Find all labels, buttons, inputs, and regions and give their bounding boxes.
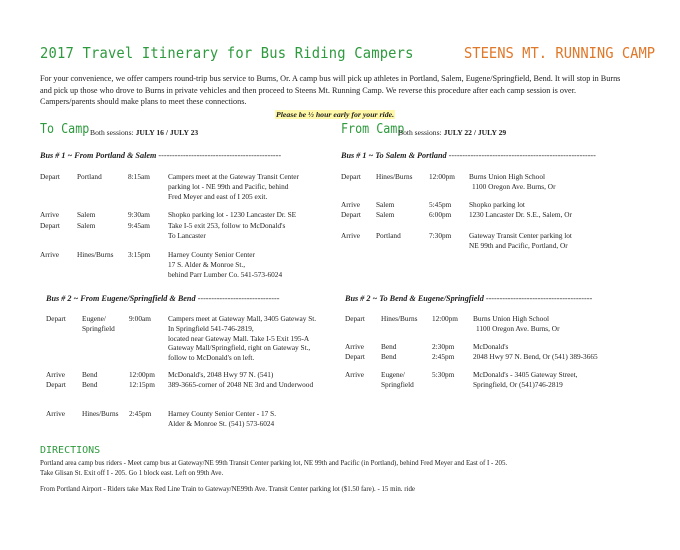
intro-line: and pick up those who drove to Burns in private vehicles and then proceed to Steens Mt. Running Camp. We reverse this procedure after each camp session is over. — [40, 85, 577, 95]
camp-name: STEENS MT. RUNNING CAMP — [464, 44, 656, 62]
directions-heading: DIRECTIONS — [40, 445, 101, 456]
directions-line: Take Glisan St. Exit off I - 205. Go 1 block east. Left on 99th Ave. — [40, 470, 224, 477]
to-camp-sessions — [90, 128, 198, 137]
from-camp-bus2-title: Bus # 2 ~ To Bend & Eugene/Springfield --------------------------------------- — [345, 294, 593, 303]
sessions-label: Both sessions: — [90, 128, 134, 137]
directions-line: From Portland Airport - Riders take Max Red Line Train to Gateway/NE99th Ave. Transit Center parking lot ($1.50 fare). - 15 min. ride — [40, 486, 415, 493]
sessions-dates: JULY 22 / JULY 29 — [443, 128, 507, 137]
intro-line: For your convenience, we offer campers round-trip bus service to Burns, Or. A camp bus will pick up athletes in Portland, Salem, Eugene/Springfield, Bend. It will stop in Burns — [40, 74, 621, 83]
to-camp-bus2-title: Bus # 2 ~ From Eugene/Springfield & Bend ------------------------------ — [46, 294, 280, 303]
intro-paragraph — [40, 73, 640, 108]
sessions-dates: JULY 16 / JULY 23 — [135, 128, 199, 137]
from-camp-heading: From Camp — [341, 122, 405, 137]
to-camp-bus1-title: Bus # 1 ~ From Portland & Salem --------------------------------------------- — [40, 151, 282, 160]
from-camp-bus1-title: Bus # 1 ~ To Salem & Portland ------------------------------------------------------ — [341, 151, 596, 160]
from-camp-sessions — [398, 128, 506, 137]
to-camp-heading: To Camp — [40, 122, 90, 137]
intro-line: Campers/parents should make plans to meet these connections. — [40, 97, 247, 107]
directions-line: Portland area camp bus riders - Meet camp bus at Gateway/NE 99th Transit Center parking lot, NE 99th and Pacific (in Portland), behind Fred Meyer and East of I - 205. — [40, 460, 508, 467]
early-note: Please be ½ hour early for your ride. — [276, 110, 395, 119]
sessions-label: Both sessions: — [398, 128, 442, 137]
itinerary-title: 2017 Travel Itinerary for Bus Riding Campers — [40, 44, 414, 62]
